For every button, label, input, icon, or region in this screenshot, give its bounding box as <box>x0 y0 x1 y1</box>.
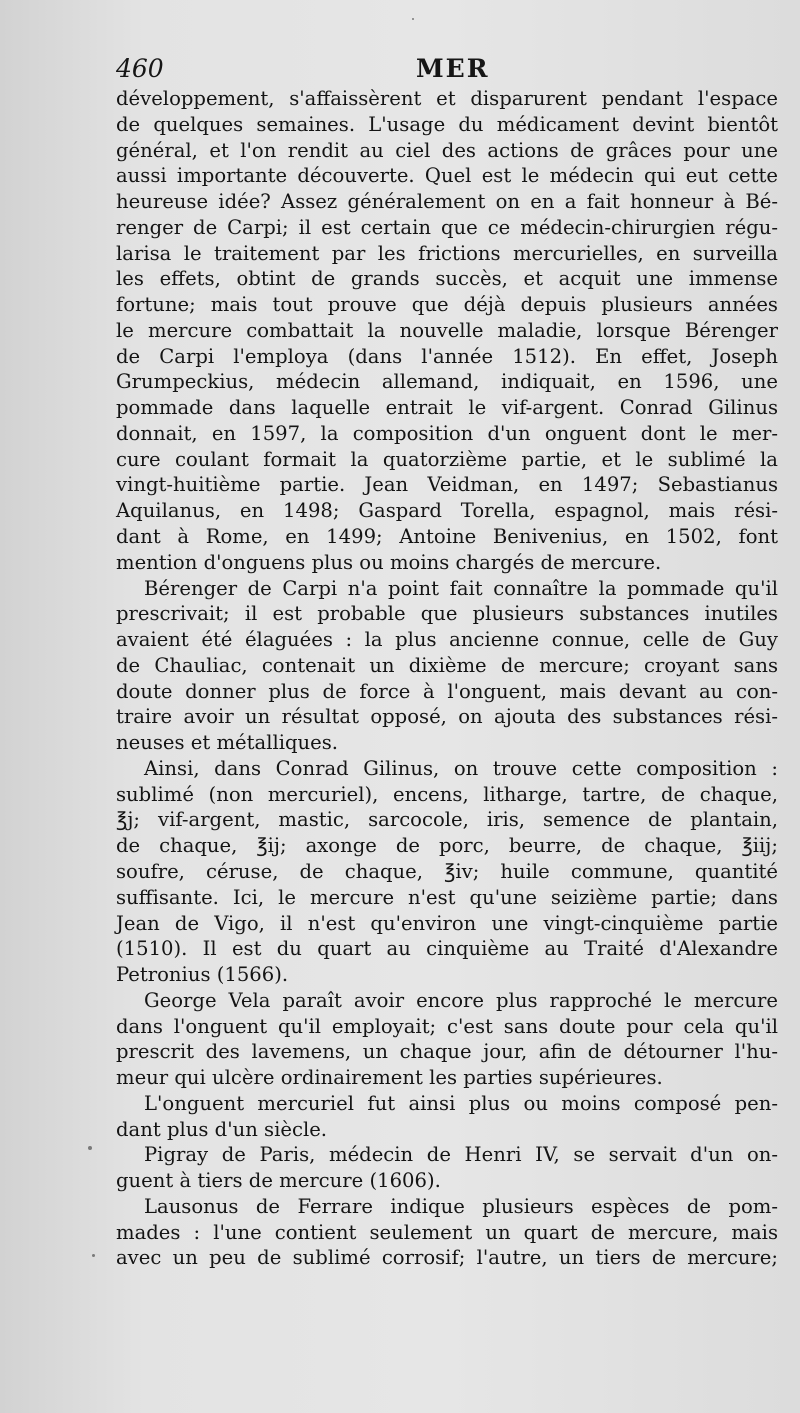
text-line: L'onguent mercuriel fut ainsi plus ou moins composé pen- <box>144 1091 778 1115</box>
text-line: renger de Carpi; il est certain que ce médecin-chirurgien régu- <box>116 215 778 239</box>
text-line: cure coulant formait la quatorzième partie, et le sublimé la <box>116 447 778 471</box>
text-line: mention d'onguens plus ou moins chargés de mercure. <box>116 550 662 574</box>
text-line: ℥j; vif-argent, mastic, sarcocole, iris, semence de plantain, <box>116 808 778 832</box>
text-line: neuses et métalliques. <box>116 731 339 755</box>
text-line: Lausonus de Ferrare indique plusieurs espèces de pom- <box>144 1194 778 1218</box>
text-line: George Vela paraît avoir encore plus rapproché le mercure <box>144 988 778 1012</box>
text-line: prescrivait; il est probable que plusieurs substances inutiles <box>116 602 778 626</box>
text-line: suffisante. Ici, le mercure n'est qu'une seizième partie; dans <box>116 885 778 909</box>
running-head: MER <box>416 54 490 83</box>
text-line: Jean de Vigo, il n'est qu'environ une vingt-cinquième partie <box>116 911 778 935</box>
text-line: traire avoir un résultat opposé, on ajouta des substances rési- <box>116 705 778 729</box>
text-line: développement, s'affaissèrent et disparurent pendant l'espace <box>116 87 778 110</box>
ink-speck <box>412 18 414 20</box>
ink-speck <box>88 1146 92 1150</box>
text-line: de quelques semaines. L'usage du médicament devint bientôt <box>116 112 778 136</box>
text-line: dant plus d'un siècle. <box>116 1117 328 1141</box>
text-line: (1510). Il est du quart au cinquième au Traité d'Alexandre <box>116 937 778 961</box>
text-line: Grumpeckius, médecin allemand, indiquait, en 1596, une <box>116 370 778 394</box>
text-line: le mercure combattait la nouvelle maladie, lorsque Bérenger <box>116 318 778 342</box>
text-line: guent à tiers de mercure (1606). <box>116 1169 441 1193</box>
text-line: Aquilanus, en 1498; Gaspard Torella, espagnol, mais rési- <box>116 499 778 523</box>
text-line: Pigray de Paris, médecin de Henri IV, se servait d'un on- <box>144 1143 778 1167</box>
text-line: prescrit des lavemens, un chaque jour, afin de détourner l'hu- <box>116 1040 778 1064</box>
text-line: pommade dans laquelle entrait le vif-argent. Conrad Gilinus <box>116 396 778 420</box>
text-line: de chaque, ℥ij; axonge de porc, beurre, de chaque, ℥iij; <box>116 834 778 858</box>
text-line: soufre, céruse, de chaque, ℥iv; huile commune, quantité <box>116 859 778 883</box>
text-line: avec un peu de sublimé corrosif; l'autre, un tiers de mercure; <box>116 1246 778 1270</box>
text-line: Ainsi, dans Conrad Gilinus, on trouve cette composition : <box>144 756 778 780</box>
text-line: sublimé (non mercuriel), encens, litharge, tartre, de chaque, <box>116 782 778 806</box>
text-line: de Chauliac, contenait un dixième de mercure; croyant sans <box>116 653 778 677</box>
text-line: Petronius (1566). <box>116 963 289 987</box>
page-header <box>116 54 776 88</box>
text-line: meur qui ulcère ordinairement les parties supérieures. <box>116 1066 663 1090</box>
text-line: mades : l'une contient seulement un quart de mercure, mais <box>116 1220 778 1244</box>
text-line: donnait, en 1597, la composition d'un onguent dont le mer- <box>116 421 778 445</box>
text-line: doute donner plus de force à l'onguent, mais devant au con- <box>116 679 778 703</box>
text-line: général, et l'on rendit au ciel des actions de grâces pour une <box>116 138 778 162</box>
text-line: avaient été élaguées : la plus ancienne connue, celle de Guy <box>116 628 778 652</box>
text-line: vingt-huitième partie. Jean Veidman, en 1497; Sebastianus <box>116 473 778 497</box>
text-line: de Carpi l'employa (dans l'année 1512). En effet, Joseph <box>116 344 778 368</box>
text-line: aussi importante découverte. Quel est le médecin qui eut cette <box>116 164 778 188</box>
text-line: heureuse idée? Assez généralement on en a fait honneur à Bé- <box>116 190 778 214</box>
body-text <box>116 86 778 1271</box>
text-line: dans l'onguent qu'il employait; c'est sans doute pour cela qu'il <box>116 1014 778 1038</box>
text-line: Bérenger de Carpi n'a point fait connaître la pommade qu'il <box>144 576 778 600</box>
ink-speck <box>92 1254 95 1257</box>
text-line: les effets, obtint de grands succès, et acquit une immense <box>116 267 778 291</box>
text-line: larisa le traitement par les frictions mercurielles, en surveilla <box>116 241 778 265</box>
page-number: 460 <box>116 54 164 83</box>
text-line: dant à Rome, en 1499; Antoine Benivenius, en 1502, font <box>116 525 778 549</box>
text-line: fortune; mais tout prouve que déjà depuis plusieurs années <box>116 293 778 317</box>
